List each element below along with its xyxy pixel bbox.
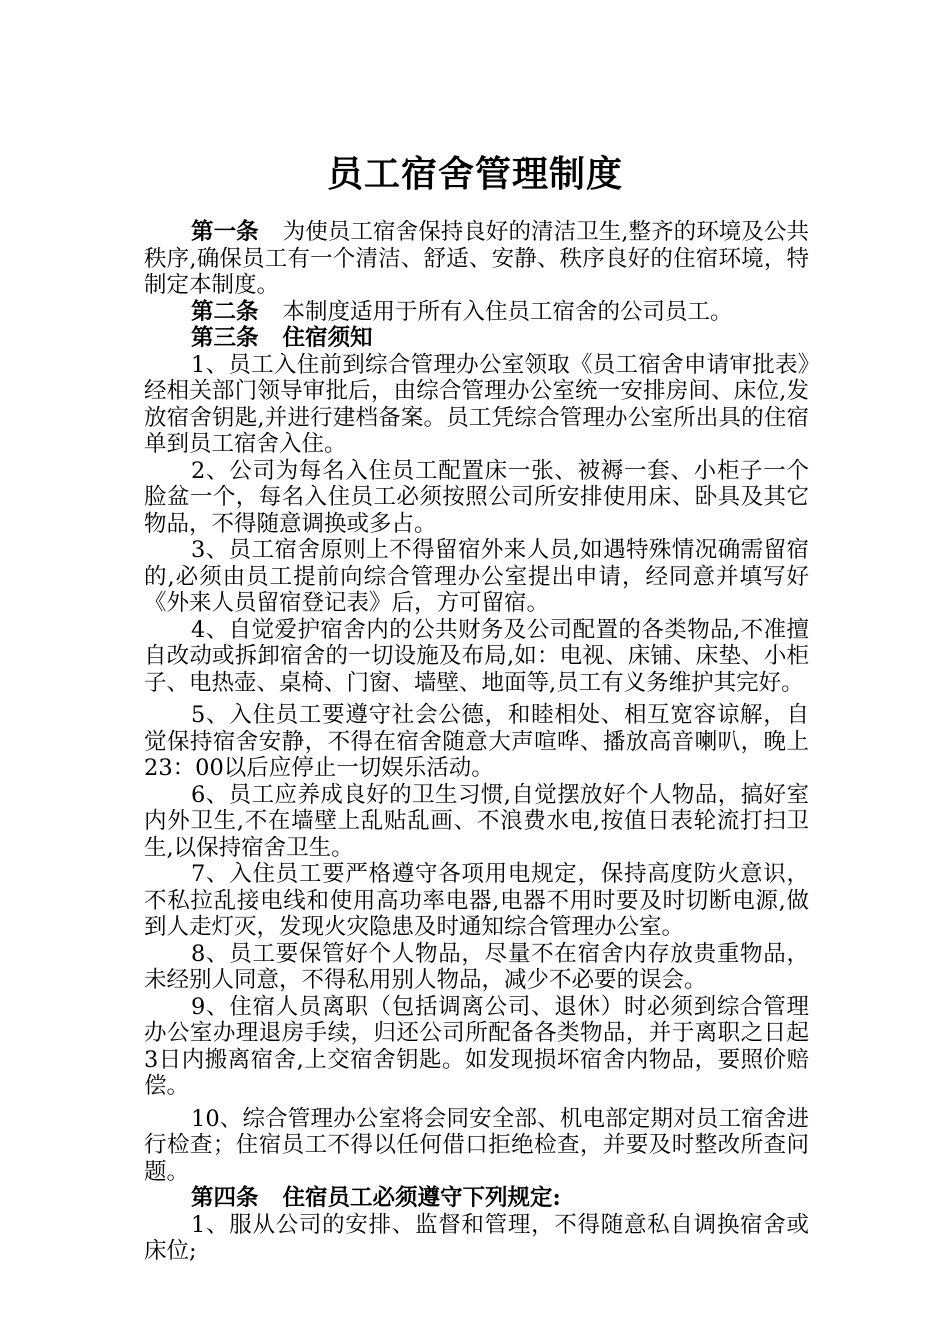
article-label: 第二条	[191, 298, 259, 325]
paragraph	[144, 861, 809, 941]
paragraph	[144, 1212, 809, 1265]
paragraph	[144, 325, 809, 352]
paragraph	[144, 617, 809, 697]
paragraph	[144, 299, 809, 326]
paragraph-text: 3、员工宿舍原则上不得留宿外来人员,如遇特殊情况确需留宿的,必须由员工提前向综合管理办公室提出申请，经同意并填写好《外来人员留宿登记表》后，方可留宿。	[144, 537, 809, 616]
article-label: 第三条	[191, 325, 259, 351]
document-title: 员工宿舍管理制度	[326, 153, 623, 195]
paragraph	[144, 219, 809, 299]
paragraph	[144, 537, 809, 617]
paragraph	[144, 352, 809, 458]
paragraph	[144, 458, 809, 538]
paragraph	[144, 702, 809, 782]
paragraph-text: 4、自觉爱护宿舍内的公共财务及公司配置的各类物品,不准擅自改动或拆卸宿舍的一切设施及布局,如：电视、床铺、床垫、小柜子、电热壶、桌椅、门窗、墙壁、地面等,员工有义务维护其完好。	[144, 616, 809, 696]
article-heading: 住宿须知	[282, 325, 373, 351]
paragraph-text: 7、入住员工要严格遵守各项用电规定，保持高度防火意识，不私拉乱接电线和使用高功率电器,电器不用时要及时切断电源,做到人走灯灭，发现火灾隐患及时通知综合管理办公室。	[144, 861, 809, 940]
paragraph-text: 2、公司为每名入住员工配置床一张、被褥一套、小柜子一个脸盆一个，每名入住员工必须按照公司所安排使用床、卧具及其它物品，不得随意调换或多占。	[144, 457, 809, 537]
paragraph	[144, 1185, 809, 1212]
paragraph-text: 5、入住员工要遵守社会公德，和睦相处、相互宽容谅解，自觉保持宿舍安静，不得在宿舍随意大声喧哗、播放高音喇叭，晚上23：00以后应停止一切娱乐活动。	[144, 702, 809, 781]
paragraph-text: 10、综合管理办公室将会同安全部、机电部定期对员工宿舍进行检查；住宿员工不得以任何借口拒绝检查，并要及时整改所查问题。	[144, 1105, 809, 1185]
paragraph-text: 8、员工要保管好个人物品，尽量不在宿舍内存放贵重物品，未经别人同意，不得私用别人物品，减少不必要的误会。	[144, 940, 809, 993]
paragraph-text: 本制度适用于所有入住员工宿舍的公司员工。	[282, 298, 733, 325]
paragraph	[144, 782, 809, 862]
paragraph-text: 9、住宿人员离职（包括调离公司、退休）时必须到综合管理办公室办理退房手续，归还公司所配备各类物品，并于离职之日起3日内搬离宿舍,上交宿舍钥匙。如发现损坏宿舍内物品，要照价赔偿。	[144, 993, 809, 1099]
article-label: 第四条	[191, 1185, 259, 1211]
document-body	[144, 219, 809, 1265]
article-label: 第一条	[191, 219, 259, 245]
paragraph	[144, 994, 809, 1100]
paragraph	[144, 1106, 809, 1186]
paragraph-text: 6、员工应养成良好的卫生习惯,自觉摆放好个人物品，搞好室内外卫生,不在墙壁上乱贴乱画、不浪费水电,按值日表轮流打扫卫生,以保持宿舍卫生。	[144, 781, 809, 861]
paragraph-text: 为使员工宿舍保持良好的清洁卫生,整齐的环境及公共秩序,确保员工有一个清洁、舒适、安静、秩序良好的住宿环境，特制定本制度。	[144, 219, 809, 298]
paragraph	[144, 941, 809, 994]
paragraph-text: 1、服从公司的安排、监督和管理，不得随意私自调换宿舍或床位;	[144, 1211, 809, 1264]
paragraph-text: 1、员工入住前到综合管理办公室领取《员工宿舍申请审批表》经相关部门领导审批后，由综合管理办公室统一安排房间、床位,发放宿舍钥匙,并进行建档备案。员工凭综合管理办公室所出具的住宿单到员工宿舍入住。	[144, 351, 809, 457]
article-heading: 住宿员工必须遵守下列规定:	[282, 1185, 561, 1211]
